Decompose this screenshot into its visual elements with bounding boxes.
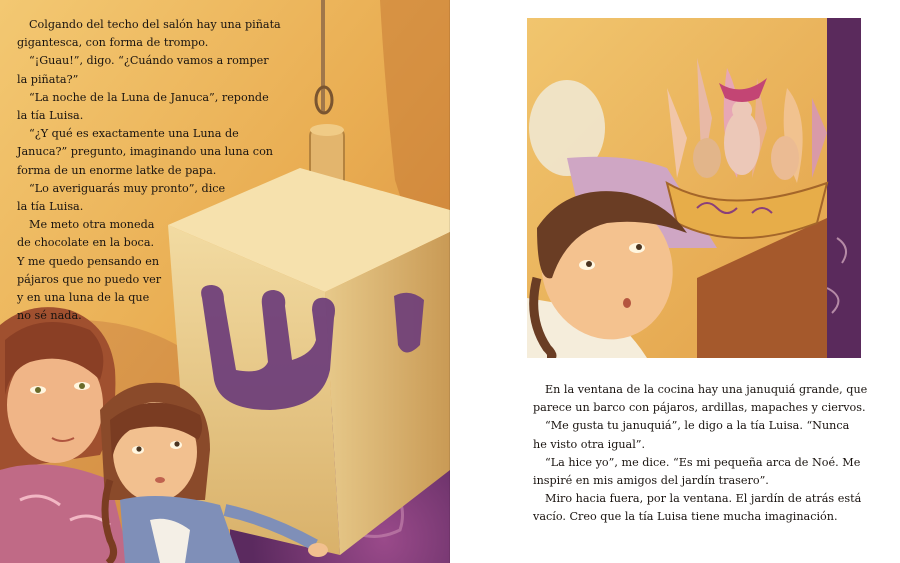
text-line: la piñata?”: [17, 72, 79, 86]
text-line: la tía Luisa.: [17, 109, 84, 123]
text-line: Me meto otra moneda: [29, 218, 155, 232]
text-line: parece un barco con pájaros, ardillas, mapaches y ciervos.: [533, 401, 866, 415]
text-line: pájaros que no puedo ver: [17, 272, 162, 286]
text-line: En la ventana de la cocina hay una januquiá grande, que: [545, 383, 868, 396]
text-line: “Me gusta tu januquiá”, le digo a la tía Luisa. “Nunca: [545, 419, 850, 433]
text-line: “La noche de la Luna de Januca”, reponde: [29, 90, 269, 104]
right-page: [450, 0, 900, 563]
text-line: “¡Guau!”, digo. “¿Cuándo vamos a romper: [29, 54, 269, 68]
text-line: de chocolate en la boca.: [17, 236, 155, 250]
text-line: Colgando del techo del salón hay una piñata: [29, 18, 281, 31]
text-line: vacío. Creo que la tía Luisa tiene mucha imaginación.: [533, 510, 838, 524]
text-line: gigantesca, con forma de trompo.: [17, 36, 209, 50]
menorah-window-illustration: [527, 18, 861, 358]
text-line: Miro hacia fuera, por la ventana. El jardín de atrás está: [545, 492, 862, 506]
text-line: he visto otra igual”.: [533, 437, 646, 451]
text-line: Januca?” pregunto, imaginando una luna con: [17, 145, 274, 159]
left-page-text: [17, 16, 281, 325]
text-line: forma de un enorme latke de papa.: [17, 163, 217, 177]
right-page-text: [533, 381, 867, 527]
text-line: “La hice yo”, me dice. “Es mi pequeña arca de Noé. Me: [545, 455, 861, 469]
text-line: Y me quedo pensando en: [17, 254, 160, 268]
text-line: inspiré en mis amigos del jardín trasero”.: [533, 474, 769, 488]
text-line: no sé nada.: [17, 309, 82, 323]
text-line: la tía Luisa.: [17, 200, 84, 214]
text-line: “¿Y qué es exactamente una Luna de: [29, 127, 239, 141]
text-line: “Lo averiguarás muy pronto”, dice: [29, 181, 226, 195]
text-line: y en una luna de la que: [17, 291, 150, 305]
